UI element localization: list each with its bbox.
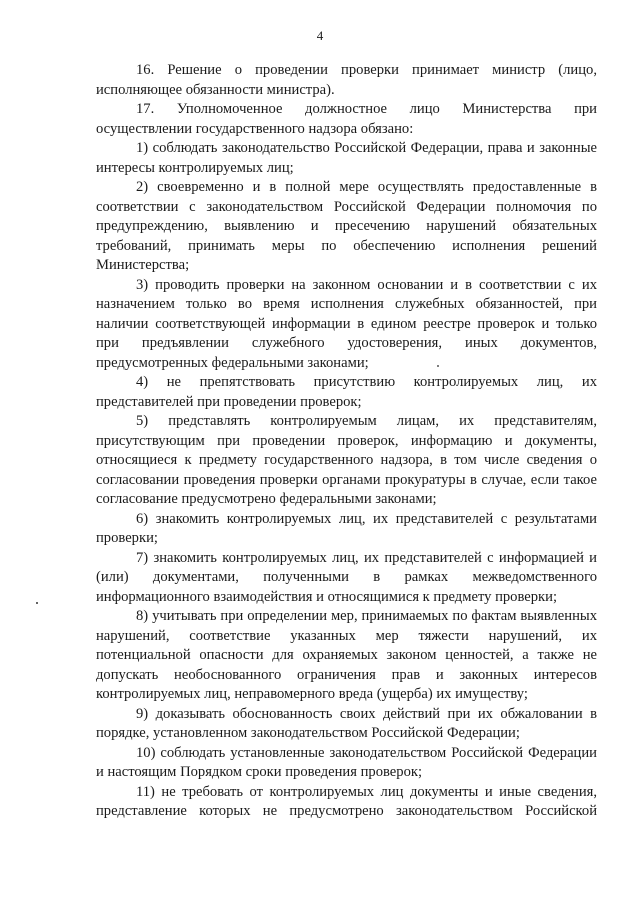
list-item-4: 4) не препятствовать присутствию контролируемых лиц, их представителей при проведении проверок; — [96, 374, 597, 410]
paragraph-16: 16. Решение о проведении проверки принимает министр (лицо, исполняющее обязанности министра). — [96, 62, 597, 98]
list-item-8: 8) учитывать при определении мер, принимаемых по фактам выявленных нарушений, соответствие указанных мер тяжести нарушений, их потенциальной опасности для охраняемых законом ценностей, а также не допускать необоснованного ограничения прав и законных интересов контролируемых лиц, неправомерного вреда (ущерба) их имуществу; — [96, 608, 597, 702]
scan-speck — [437, 365, 439, 367]
list-item-2: 2) своевременно и в полной мере осуществлять предоставленные в соответствии с законодательством Российской Федерации полномочия по предупреждению, выявлению и пресечению нарушений обязательных требований, принимать меры по обеспечению исполнения решений Министерства; — [96, 179, 597, 273]
list-item-3: 3) проводить проверки на законном основании и в соответствии с их назначением только во время исполнения служебных обязанностей, при наличии соответствующей информации в едином реестре проверок и только при предъявлении служебного удостоверения, иных документов, предусмотренных федеральными законами; — [96, 276, 597, 371]
list-item-11: 11) не требовать от контролируемых лиц документы и иные сведения, представление которых не предусмотрено законодательством Российской — [96, 783, 597, 819]
page-number: 4 — [316, 28, 324, 43]
list-item-7: 7) знакомить контролируемых лиц, их представителей с информацией и (или) документами, полученными в рамках межведомственного информационного взаимодействия и относящимися к предмету проверки; — [96, 549, 597, 605]
document-body — [96, 61, 597, 822]
paragraph-17: 17. Уполномоченное должностное лицо Министерства при осуществлении государственного надзора обязано: — [96, 101, 597, 137]
list-item-10: 10) соблюдать установленные законодательством Российской Федерации и настоящим Порядком сроки проведения проверок; — [96, 744, 597, 780]
list-item-5: 5) представлять контролируемым лицам, их представителям, присутствующим при проведении проверок, информацию и документы, относящиеся к предмету государственного надзора, в том числе сведения о согласовании проведения проверки органами прокуратуры в случае, если такое согласование предусмотрено федеральными законами; — [96, 413, 597, 507]
list-item-6: 6) знакомить контролируемых лиц, их представителей с результатами проверки; — [96, 510, 597, 546]
scan-speck — [36, 602, 38, 604]
list-item-9: 9) доказывать обоснованность своих действий при их обжаловании в порядке, установленном законодательством Российской Федерации; — [96, 705, 597, 741]
list-item-1: 1) соблюдать законодательство Российской Федерации, права и законные интересы контролируемых лиц; — [96, 140, 597, 176]
